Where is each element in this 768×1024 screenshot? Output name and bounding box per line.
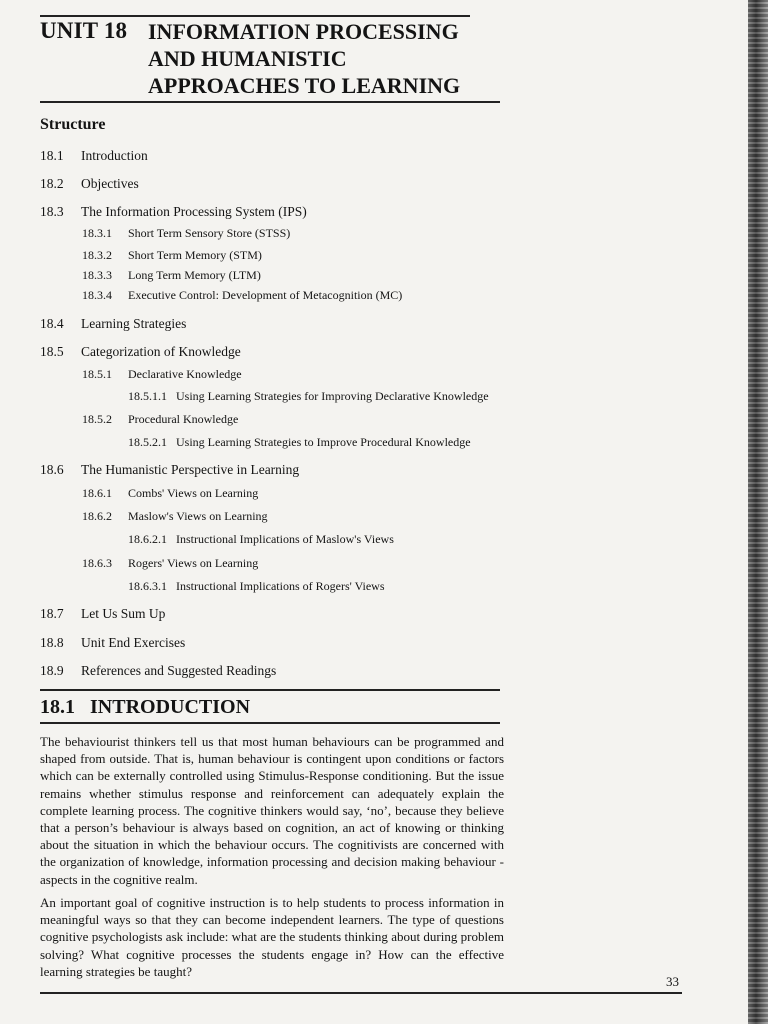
toc-number: 18.8 [40, 635, 64, 650]
toc-text: Instructional Implications of Rogers' Views [176, 579, 385, 593]
toc-text: Short Term Sensory Store (STSS) [128, 226, 291, 240]
toc-number: 18.3 [40, 204, 64, 219]
toc-text: References and Suggested Readings [81, 663, 277, 678]
toc-text: Long Term Memory (LTM) [128, 268, 261, 282]
paragraph: The behaviourist thinkers tell us that most human behaviours can be programmed and shaped from outside. That is, human behaviour is contingent upon conditions or factors which can be externally controlled using Stimulus-Response conditioning. But the issue remains whether stimulus response and reinforcement can adequately explain the complete learning process. The cognitive thinkers would say, ‘no’, because they believe that a person’s behaviour is always based on cognition, an act of knowing or thinking about the situation in which the behaviour occurs. The cognitivists are concerned with the organization of knowledge, information processing and decision making behaviour - aspects in the cognitive realm. [40, 734, 504, 887]
toc-number: 18.3.3 [82, 268, 112, 282]
toc-text: Objectives [81, 176, 139, 191]
toc-text: Introduction [81, 148, 148, 163]
section-top-rule [40, 689, 500, 691]
toc-number: 18.4 [40, 316, 64, 331]
toc-text: Using Learning Strategies to Improve Procedural Knowledge [176, 435, 471, 449]
toc-text: Using Learning Strategies for Improving Declarative Knowledge [176, 389, 489, 403]
toc-number: 18.2 [40, 176, 64, 191]
title-bottom-rule [40, 101, 500, 103]
unit-title-line-3: APPROACHES TO LEARNING [148, 73, 461, 98]
unit-title-line-2: AND HUMANISTIC [148, 46, 347, 71]
toc-number: 18.6.2.1 [128, 532, 167, 546]
structure-heading: Structure [40, 116, 106, 133]
section-number: 18.1 [40, 696, 75, 718]
toc-number: 18.3.1 [82, 226, 112, 240]
toc-number: 18.6.3.1 [128, 579, 167, 593]
toc-number: 18.5.1.1 [128, 389, 167, 403]
toc-text: Maslow's Views on Learning [128, 509, 268, 523]
unit-label: UNIT 18 [40, 18, 128, 43]
unit-title-line-1: INFORMATION PROCESSING [148, 19, 459, 44]
toc-text: Rogers' Views on Learning [128, 556, 259, 570]
section-bottom-rule [40, 722, 500, 724]
toc-number: 18.5 [40, 344, 64, 359]
toc-number: 18.5.1 [82, 367, 112, 381]
toc-number: 18.7 [40, 606, 64, 621]
toc-number: 18.6 [40, 462, 64, 477]
toc-text: Combs' Views on Learning [128, 486, 259, 500]
toc-number: 18.3.2 [82, 248, 112, 262]
toc-number: 18.9 [40, 663, 64, 678]
toc-text: Instructional Implications of Maslow's Views [176, 532, 394, 546]
toc-text: The Humanistic Perspective in Learning [81, 462, 300, 477]
unit-title [148, 18, 508, 99]
toc-number: 18.6.2 [82, 509, 112, 523]
toc-text: The Information Processing System (IPS) [81, 204, 307, 219]
toc-text: Executive Control: Development of Metacognition (MC) [128, 288, 403, 302]
toc-text: Short Term Memory (STM) [128, 248, 262, 262]
toc-text: Learning Strategies [81, 316, 187, 331]
toc-text: Procedural Knowledge [128, 412, 239, 426]
toc-number: 18.6.3 [82, 556, 112, 570]
toc-text: Let Us Sum Up [81, 606, 166, 621]
page-number: 33 [666, 974, 679, 989]
toc-text: Unit End Exercises [81, 635, 186, 650]
toc-text: Declarative Knowledge [128, 367, 242, 381]
scanned-edge-texture [748, 0, 768, 1024]
toc-number: 18.1 [40, 148, 64, 163]
top-rule [40, 15, 470, 17]
section-title: INTRODUCTION [90, 696, 251, 718]
toc-number: 18.5.2 [82, 412, 112, 426]
toc-number: 18.5.2.1 [128, 435, 167, 449]
toc-number: 18.3.4 [82, 288, 112, 302]
footer-rule [40, 992, 682, 994]
paragraph: An important goal of cognitive instruction is to help students to process information in meaningful ways so that they can become independent learners. The type of questions cognitive psychologists ask include: what are the students thinking about during problem solving? What cognitive processes the students engage in? How can the effective learning strategies be taught? [40, 895, 504, 979]
toc-number: 18.6.1 [82, 486, 112, 500]
toc-text: Categorization of Knowledge [81, 344, 241, 359]
